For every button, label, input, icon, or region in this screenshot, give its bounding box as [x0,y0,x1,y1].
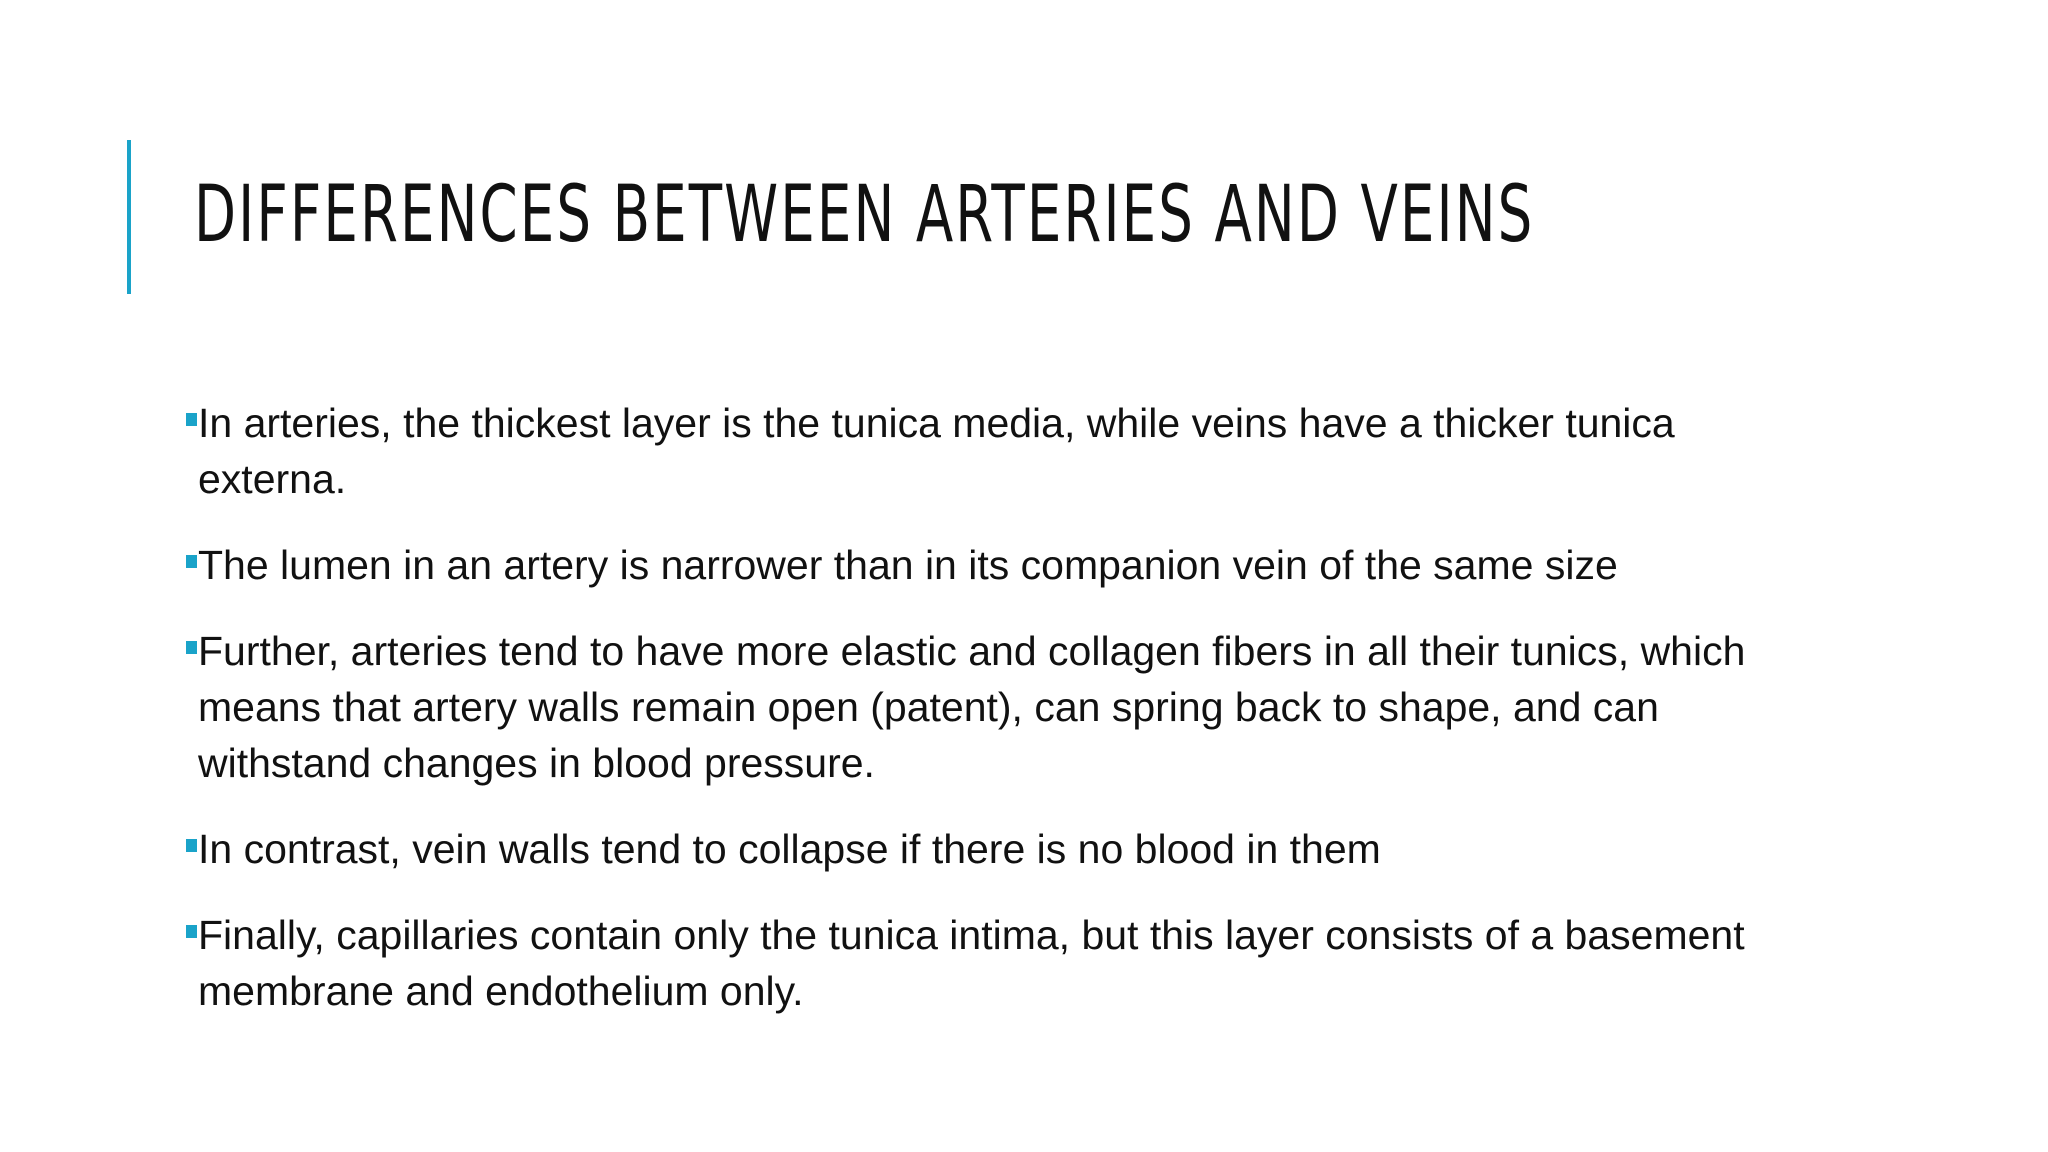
square-bullet-icon [186,555,197,568]
title-accent-bar [127,140,131,294]
square-bullet-icon [186,839,197,852]
bullet-text: Finally, capillaries contain only the tunica intima, but this layer consists of a basement membrane and endothelium only. [198,912,1745,1014]
bullet-item [184,537,1824,593]
bullet-text: Further, arteries tend to have more elastic and collagen fibers in all their tunics, which means that artery walls remain open (patent), can spring back to shape, and can withstand changes in blood pressure. [198,628,1746,786]
bullet-text: In contrast, vein walls tend to collapse if there is no blood in them [198,826,1381,872]
bullet-item [184,821,1824,877]
bullet-item [184,623,1824,791]
square-bullet-icon [186,925,197,938]
bullet-text: The lumen in an artery is narrower than in its companion vein of the same size [198,542,1618,588]
square-bullet-icon [186,641,197,654]
bullet-item [184,395,1824,507]
slide-title: DIFFERENCES BETWEEN ARTERIES AND VEINS [194,170,1535,260]
bullet-item [184,907,1824,1019]
bullet-text: In arteries, the thickest layer is the tunica media, while veins have a thicker tunica externa. [198,400,1675,502]
bullet-list [184,395,1824,1049]
square-bullet-icon [186,413,197,426]
